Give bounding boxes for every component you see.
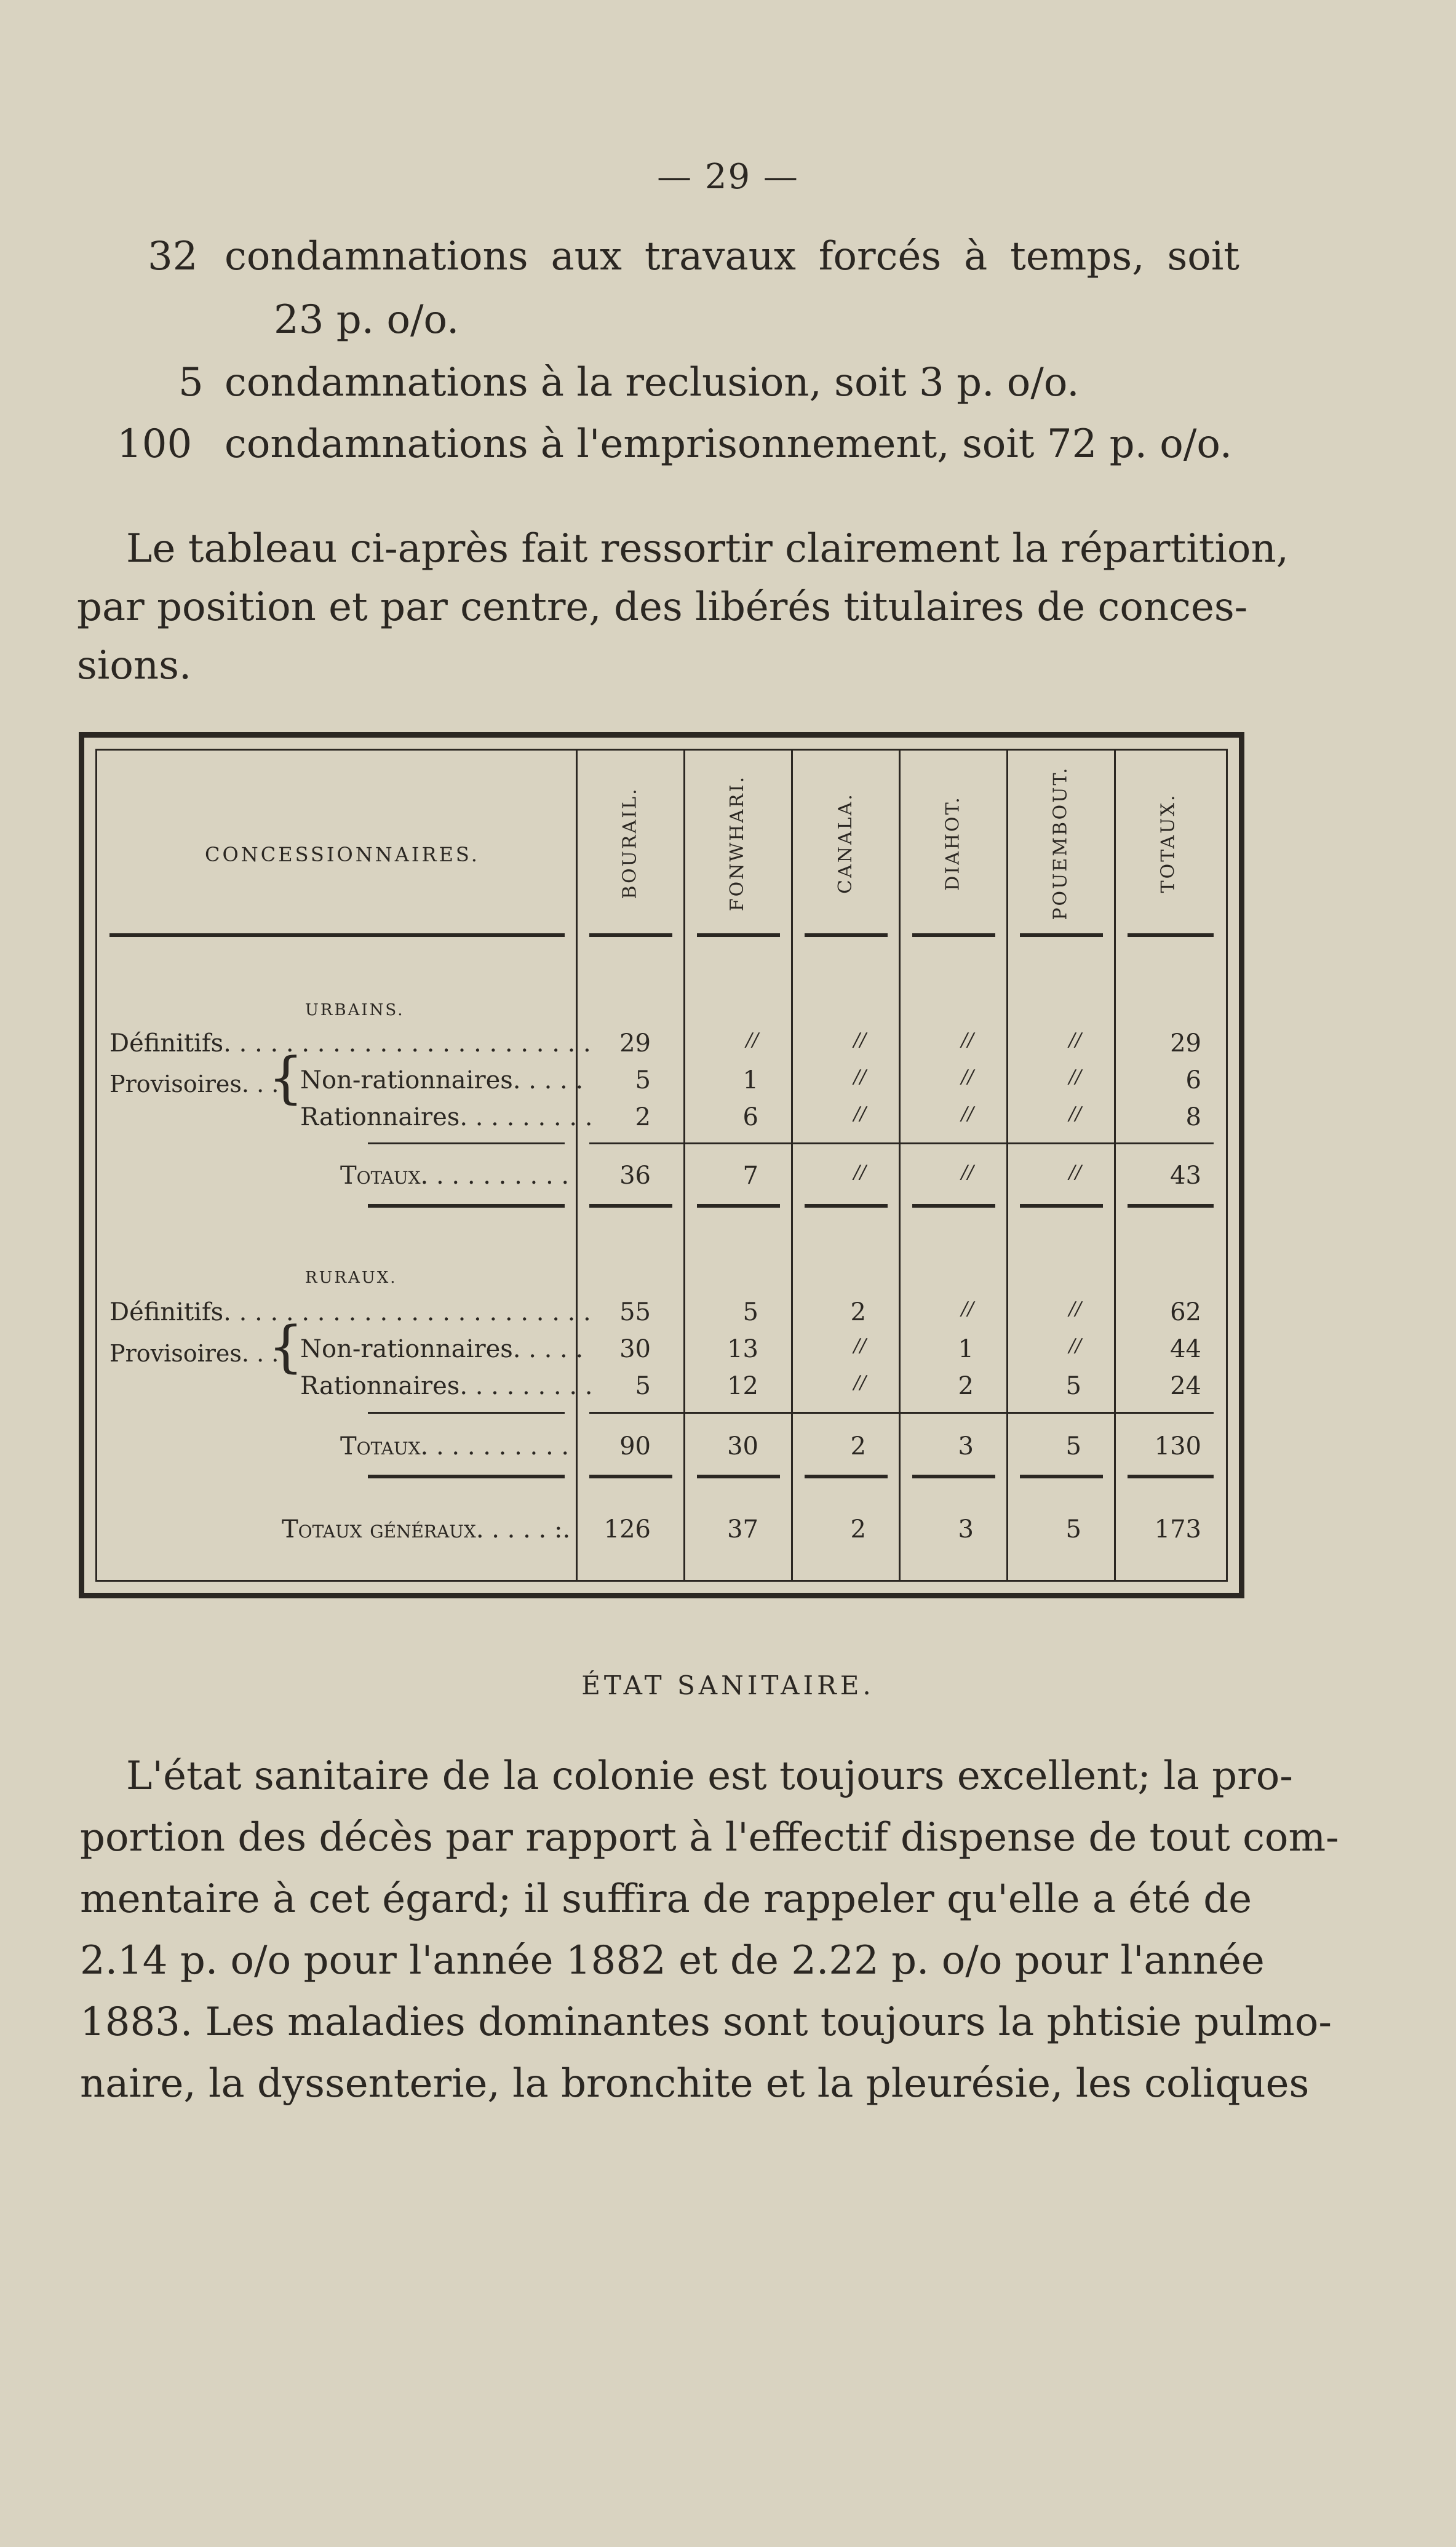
header-rule	[1128, 933, 1214, 937]
subtotal-rule	[368, 1412, 565, 1414]
section-rule	[1020, 1204, 1103, 1208]
cell: 3	[958, 1432, 974, 1461]
lead-paragraph-line: sions.	[77, 643, 192, 688]
cell: //	[1068, 1335, 1081, 1357]
cell: //	[961, 1103, 974, 1125]
col-header-label: DIAHOT.	[942, 795, 964, 891]
row-label-totaux-generaux: Totaux généraux. . . . . :.	[282, 1515, 571, 1544]
cell: //	[1068, 1066, 1081, 1088]
header-rule	[109, 933, 565, 937]
cell: 30	[619, 1335, 651, 1363]
col-header-totaux	[1150, 775, 1187, 911]
row-label-totaux: Totaux. . . . . . . . . .	[340, 1162, 570, 1190]
col-header-label: BOURAIL.	[619, 786, 641, 899]
intro-line-num: 32	[148, 234, 198, 279]
row-label-non-rationnaires: Non-rationnaires. . . . .	[300, 1066, 584, 1094]
row-label-totaux: Totaux. . . . . . . . . .	[340, 1432, 570, 1461]
cell: //	[961, 1298, 974, 1320]
cell: 5	[635, 1066, 651, 1094]
body-paragraph-line: L'état sanitaire de la colonie est toujours excellent; la pro-	[126, 1753, 1293, 1799]
intro-line-text: condamnations à l'emprisonnement, soit 72 p. o/o.	[225, 421, 1233, 467]
cell: 130	[1154, 1432, 1201, 1461]
cell: 90	[619, 1432, 651, 1461]
cell: 24	[1170, 1372, 1201, 1400]
section-ruraux: RURAUX.	[305, 1269, 397, 1287]
cell: //	[853, 1029, 866, 1051]
brace-icon: {	[268, 1046, 304, 1110]
concessionnaires-table	[79, 732, 1244, 1598]
section-rule	[697, 1475, 780, 1478]
col-header-diahot	[934, 775, 971, 911]
cell: 5	[1065, 1432, 1081, 1461]
cell: 126	[603, 1515, 651, 1544]
section-rule	[1020, 1475, 1103, 1478]
cell: 1	[958, 1335, 974, 1363]
cell: 1	[742, 1066, 758, 1094]
cell: 2	[850, 1515, 866, 1544]
cell: //	[853, 1066, 866, 1088]
cell: 2	[850, 1298, 866, 1326]
cell: //	[1068, 1298, 1081, 1320]
body-paragraph-line: mentaire à cet égard; il suffira de rappeler qu'elle a été de	[80, 1876, 1252, 1922]
section-rule	[805, 1204, 888, 1208]
cell: //	[853, 1372, 866, 1393]
col-header-label: CANALA.	[834, 792, 856, 894]
section-rule	[912, 1475, 995, 1478]
cell: //	[1068, 1029, 1081, 1051]
cell: 5	[1065, 1372, 1081, 1400]
cell: 55	[619, 1298, 651, 1326]
cell: 2	[958, 1372, 974, 1400]
cell: 173	[1154, 1515, 1201, 1544]
cell: 8	[1185, 1103, 1201, 1131]
subtotal-rule	[589, 1142, 1214, 1144]
table-caption: CONCESSIONNAIRES.	[205, 843, 480, 866]
section-rule	[589, 1475, 672, 1478]
lead-paragraph-line: Le tableau ci-après fait ressortir clairement la répartition,	[126, 526, 1289, 572]
cell: 6	[1185, 1066, 1201, 1094]
row-label-provisoires: Provisoires. . .	[109, 1070, 279, 1098]
row-label-provisoires: Provisoires. . .	[109, 1340, 279, 1367]
cell: 44	[1170, 1335, 1201, 1363]
cell: //	[746, 1029, 758, 1051]
section-rule	[697, 1204, 780, 1208]
intro-line-num: 5	[178, 360, 204, 405]
cell: //	[853, 1335, 866, 1357]
row-label-definitifs: Définitifs. . . . . . . . . . . . . . . . . . . . . . . .	[109, 1029, 591, 1058]
body-paragraph-line: naire, la dyssenterie, la bronchite et la pleurésie, les coliques	[80, 2061, 1310, 2107]
cell: //	[961, 1029, 974, 1051]
col-header-label: TOTAUX.	[1157, 793, 1179, 893]
lead-paragraph-line: par position et par centre, des libérés titulaires de conces-	[77, 584, 1248, 630]
col-header-label: FONWHARI.	[726, 775, 749, 911]
subtotal-rule	[589, 1412, 1214, 1414]
body-paragraph-line: 1883. Les maladies dominantes sont toujours la phtisie pulmo-	[80, 1999, 1332, 2045]
row-label-non-rationnaires: Non-rationnaires. . . . .	[300, 1335, 584, 1363]
cell: 5	[635, 1372, 651, 1400]
cell: 13	[727, 1335, 758, 1363]
section-rule	[368, 1204, 565, 1208]
section-rule	[912, 1204, 995, 1208]
cell: 2	[850, 1432, 866, 1461]
cell: //	[961, 1162, 974, 1183]
cell: 37	[727, 1515, 758, 1544]
row-label-rationnaires: Rationnaires. . . . . . . . .	[300, 1372, 593, 1400]
header-rule	[697, 933, 780, 937]
header-rule	[589, 933, 672, 937]
section-rule	[368, 1475, 565, 1478]
col-header-label: POUEMBOUT.	[1049, 765, 1072, 920]
col-header-pouembout	[1042, 765, 1079, 920]
section-urbains: URBAINS.	[305, 1001, 405, 1019]
header-rule	[805, 933, 888, 937]
col-header-canala	[827, 775, 864, 911]
cell: 43	[1170, 1162, 1201, 1190]
section-rule	[1128, 1204, 1214, 1208]
cell: //	[1068, 1162, 1081, 1183]
cell: 5	[742, 1298, 758, 1326]
section-rule	[589, 1204, 672, 1208]
intro-line-num: 100	[117, 421, 193, 467]
col-header-fonwhari	[719, 775, 756, 911]
header-rule	[1020, 933, 1103, 937]
intro-line-text: condamnations aux travaux forcés à temps, soit	[225, 234, 1239, 279]
section-rule	[805, 1475, 888, 1478]
header-rule	[912, 933, 995, 937]
intro-line-text: 23 p. o/o.	[274, 297, 459, 343]
col-header-bourail	[611, 775, 648, 911]
body-paragraph-line: 2.14 p. o/o pour l'année 1882 et de 2.22 p. o/o pour l'année	[80, 1938, 1265, 1983]
subtotal-rule	[368, 1142, 565, 1144]
page-number: — 29 —	[657, 157, 799, 197]
cell: 7	[742, 1162, 758, 1190]
intro-line-text: condamnations à la reclusion, soit 3 p. o/o.	[225, 360, 1080, 405]
row-label-definitifs: Définitifs. . . . . . . . . . . . . . . . . . . . . . . .	[109, 1298, 591, 1326]
cell: //	[1068, 1103, 1081, 1125]
cell: 2	[635, 1103, 651, 1131]
col-divider	[1114, 751, 1116, 1580]
cell: 36	[619, 1162, 651, 1190]
body-paragraph-line: portion des décès par rapport à l'effectif dispense de tout com-	[80, 1815, 1339, 1860]
brace-icon: {	[268, 1315, 304, 1379]
cell: 29	[1170, 1029, 1201, 1058]
cell: 5	[1065, 1515, 1081, 1544]
table-inner-border	[95, 749, 1228, 1582]
cell: 12	[727, 1372, 758, 1400]
section-heading: ÉTAT SANITAIRE.	[581, 1670, 875, 1700]
section-rule	[1128, 1475, 1214, 1478]
cell: 29	[619, 1029, 651, 1058]
row-label-rationnaires: Rationnaires. . . . . . . . .	[300, 1103, 593, 1131]
cell: 30	[727, 1432, 758, 1461]
cell: 3	[958, 1515, 974, 1544]
cell: //	[853, 1162, 866, 1183]
cell: //	[961, 1066, 974, 1088]
cell: 62	[1170, 1298, 1201, 1326]
cell: //	[853, 1103, 866, 1125]
cell: 6	[742, 1103, 758, 1131]
